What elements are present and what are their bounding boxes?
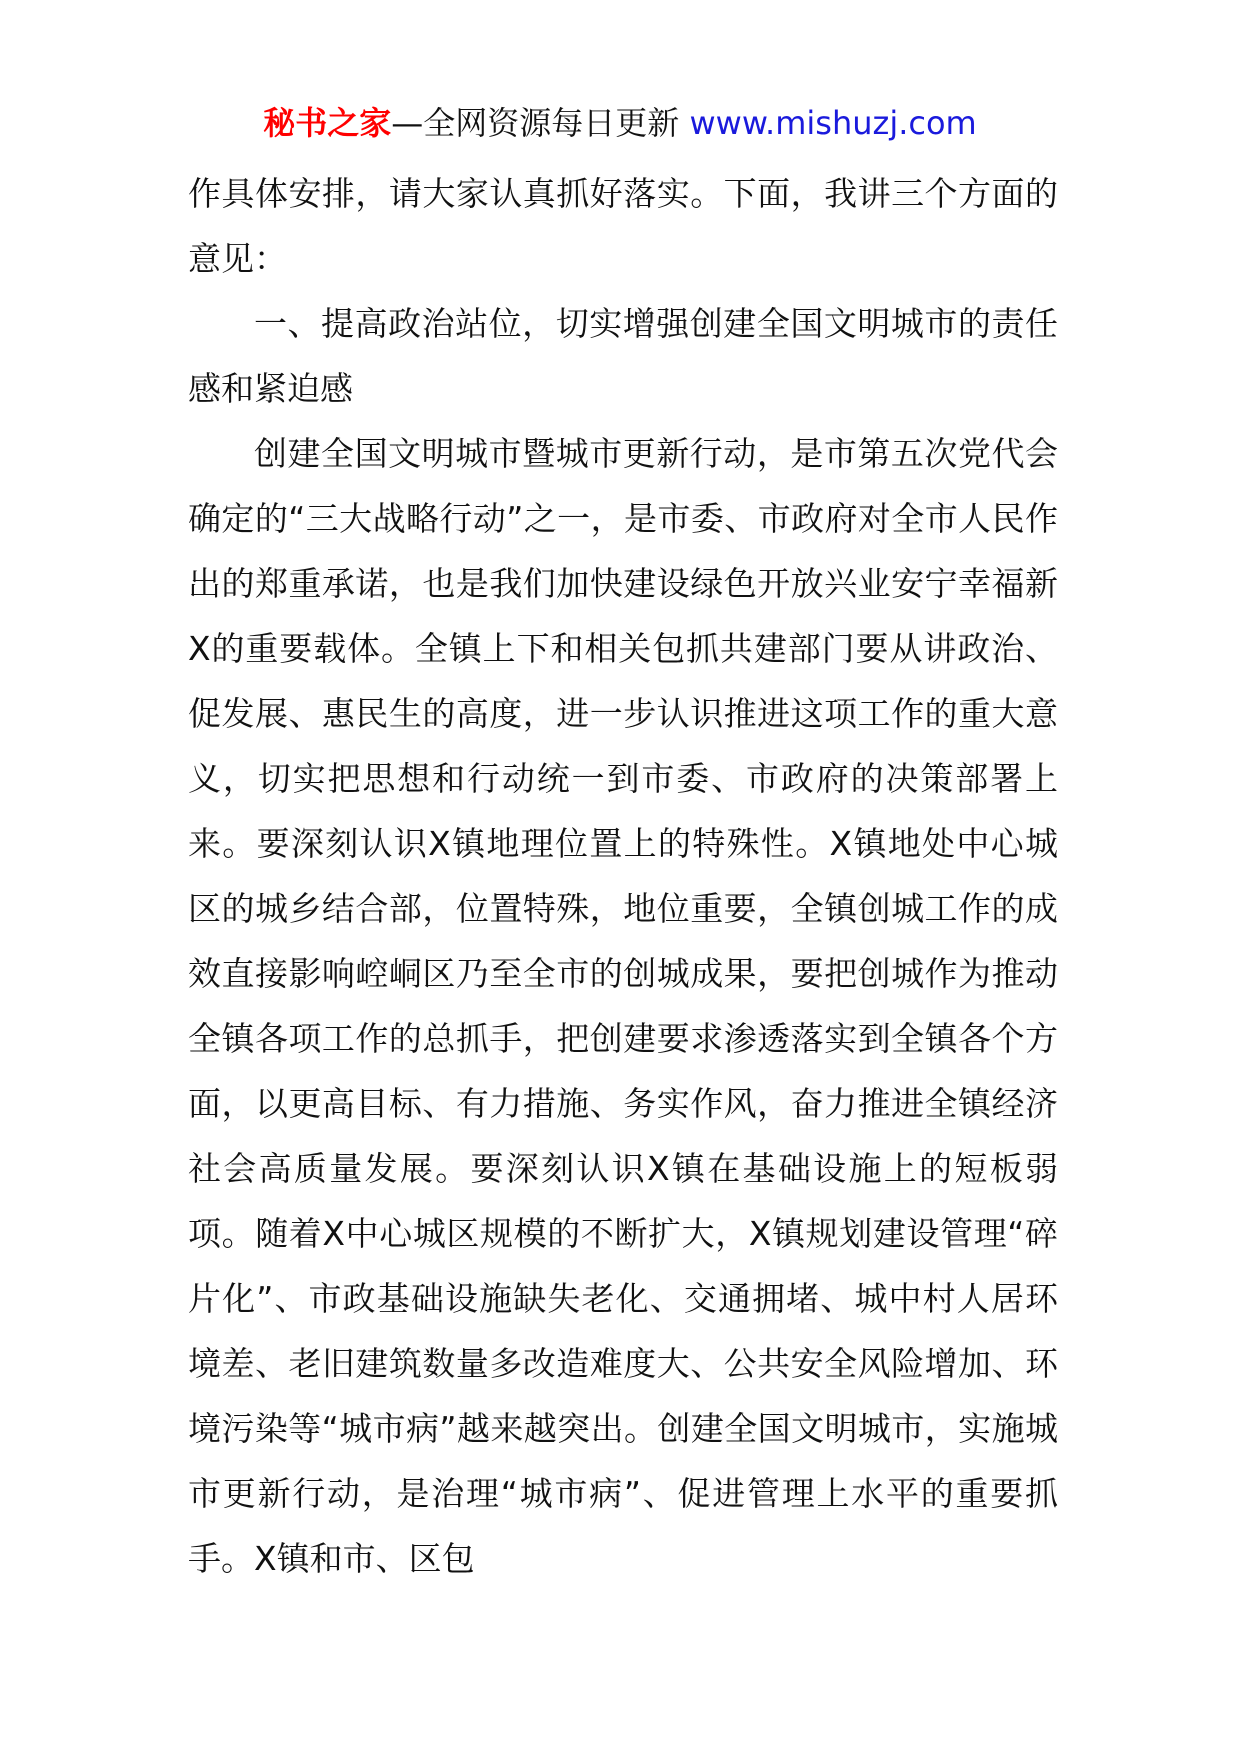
paragraph-continuation: 作具体安排，请大家认真抓好落实。下面，我讲三个方面的意见： xyxy=(188,174,1058,278)
header-tagline: —全网资源每日更新 xyxy=(391,104,690,142)
header-url[interactable]: www.mishuzj.com xyxy=(689,104,977,142)
document-body xyxy=(188,161,1058,1591)
section-heading: 一、提高政治站位，切实增强创建全国文明城市的责任感和紧迫感 xyxy=(188,304,1058,408)
header-brand: 秘书之家 xyxy=(263,104,392,142)
paragraph-body: 创建全国文明城市暨城市更新行动，是市第五次党代会确定的“三大战略行动”之一，是市委、市政府对全市人民作出的郑重承诺，也是我们加快建设绿色开放兴业安宁幸福新X的重要载体。全镇上下和相关包抓共建部门要从讲政治、促发展、惠民生的高度，进一步认识推进这项工作的重大意义，切实把思想和行动统一到市委、市政府的决策部署上来。要深刻认识X镇地理位置上的特殊性。X镇地处中心城区的城乡结合部，位置特殊，地位重要，全镇创城工作的成效直接影响崆峒区乃至全市的创城成果，要把创城作为推动全镇各项工作的总抓手，把创建要求渗透落实到全镇各个方面，以更高目标、有力措施、务实作风，奋力推进全镇经济社会高质量发展。要深刻认识X镇在基础设施上的短板弱项。随着X中心城区规模的不断扩大，X镇规划建设管理“碎片化”、市政基础设施缺失老化、交通拥堵、城中村人居环境差、老旧建筑数量多改造难度大、公共安全风险增加、环境污染等“城市病”越来越突出。创建全国文明城市，实施城市更新行动，是治理“城市病”、促进管理上水平的重要抓手。X镇和市、区包 xyxy=(188,434,1058,1578)
page-header xyxy=(0,100,1240,146)
